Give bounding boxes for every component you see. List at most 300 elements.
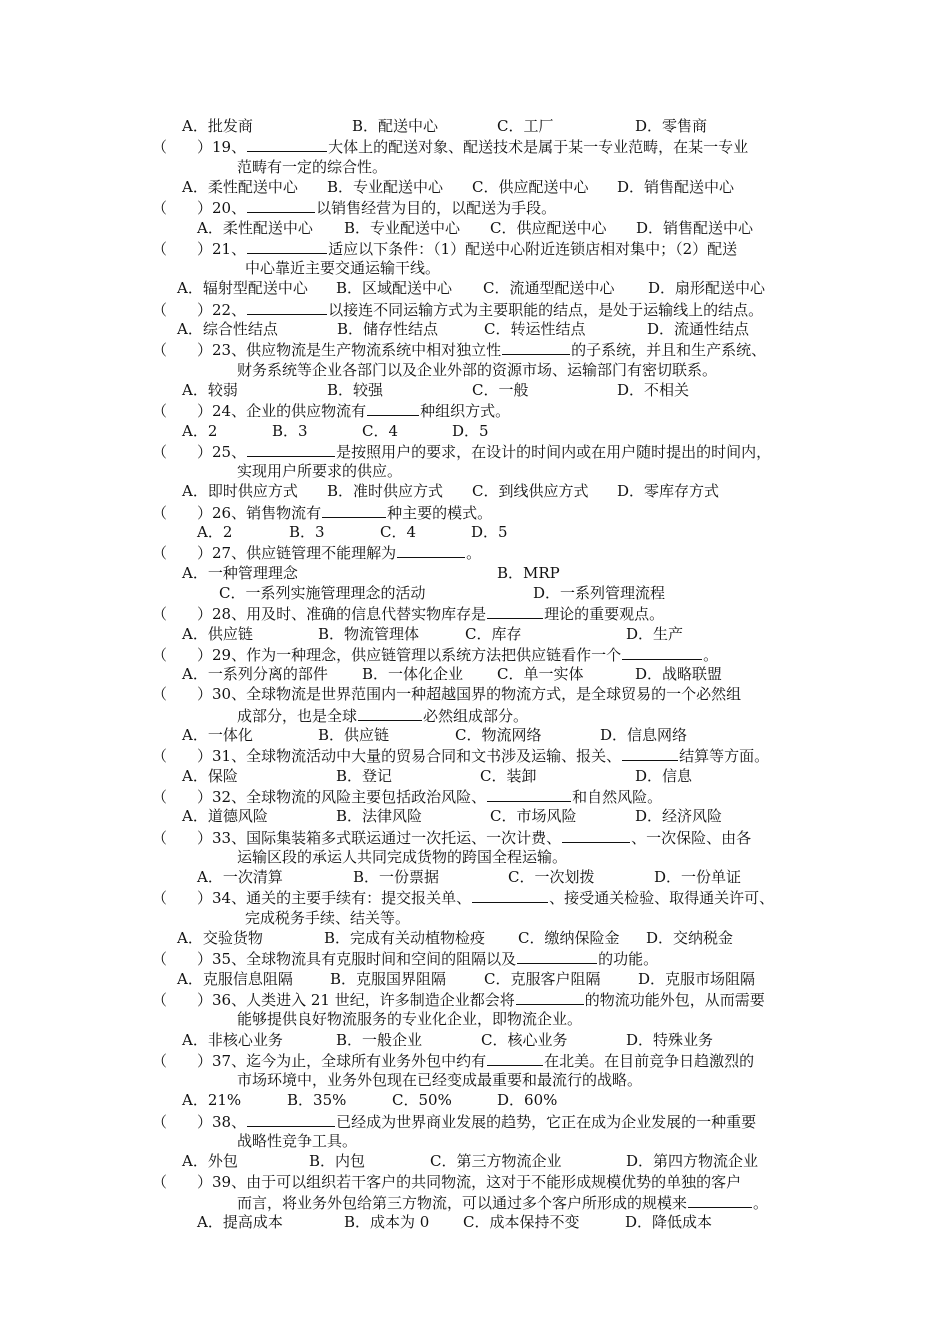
text-segment	[237, 360, 717, 381]
text-line	[0, 278, 950, 299]
text-segment	[237, 1192, 768, 1214]
answer-blank	[487, 1050, 543, 1066]
segment-text: A．综合性结点	[177, 320, 278, 338]
text-line	[0, 583, 950, 604]
text-segment	[636, 218, 753, 239]
segment-text: （ ）21、	[152, 239, 247, 258]
text-line	[0, 603, 950, 624]
text-line	[0, 522, 950, 543]
segment-text-after-blank: 的物流功能外包，从而需要	[584, 990, 765, 1009]
text-segment	[197, 522, 232, 543]
segment-text-after-blank: 、接受通关检验、取得通关许可、	[549, 889, 775, 908]
text-segment	[182, 806, 268, 827]
segment-text: C．一般	[472, 380, 529, 399]
segment-text: C．工厂	[497, 117, 554, 135]
segment-text: C．4	[380, 523, 417, 541]
answer-blank	[322, 502, 386, 518]
text-line	[0, 339, 950, 360]
segment-text: B．克服国界阻隔	[330, 969, 447, 988]
text-segment	[152, 603, 664, 625]
segment-text: B．区域配送中心	[336, 279, 453, 298]
text-line	[0, 644, 950, 665]
text-segment	[177, 969, 293, 990]
answer-blank	[247, 441, 335, 457]
segment-text: 战略性竞争工具。	[237, 1132, 358, 1150]
text-line	[0, 664, 950, 685]
text-segment	[152, 1111, 756, 1133]
segment-text: 运输区段的承运人共同完成货物的跨国全程运输。	[237, 847, 568, 866]
text-segment	[152, 197, 556, 219]
text-segment	[318, 624, 419, 645]
text-segment	[336, 806, 422, 827]
text-segment	[152, 786, 662, 808]
text-segment	[152, 238, 737, 260]
text-segment	[318, 725, 389, 746]
text-segment	[152, 684, 741, 705]
text-segment	[497, 664, 583, 685]
text-segment	[197, 218, 313, 239]
text-segment	[480, 766, 536, 787]
segment-text: B．一体化企业	[362, 665, 464, 684]
text-line	[0, 502, 950, 523]
text-segment	[152, 1172, 741, 1193]
segment-text: D．流通性结点	[647, 320, 750, 338]
segment-text-after-blank: 已经成为世界商业发展的趋势，它正在成为企业发展的一种重要	[336, 1112, 757, 1131]
segment-text: B．登记	[336, 766, 393, 785]
segment-text: （ ）19、	[152, 138, 247, 157]
text-line	[0, 908, 950, 929]
segment-text: 而言，将业务外包给第三方物流，可以通过多个客户所形成的规模来	[237, 1193, 688, 1212]
answer-blank	[487, 786, 571, 802]
text-line	[0, 461, 950, 482]
segment-text: 完成税务手续、结关等。	[245, 908, 411, 927]
text-segment	[197, 867, 283, 888]
text-segment	[152, 299, 763, 321]
text-segment	[635, 806, 722, 827]
text-segment	[237, 1009, 582, 1030]
segment-text-after-blank: 理论的重要观点。	[544, 605, 665, 624]
segment-text-after-blank: 种组织方式。	[420, 402, 511, 421]
text-line	[0, 563, 950, 584]
segment-text: C．供应配送中心	[472, 177, 589, 196]
text-segment	[309, 1151, 365, 1172]
text-line	[0, 400, 950, 421]
text-line	[0, 989, 950, 1010]
segment-text: D．扇形配送中心	[648, 279, 766, 298]
segment-text: B．准时供应方式	[327, 482, 444, 501]
segment-text: C．一系列实施管理理念的活动	[219, 583, 426, 602]
text-segment	[483, 278, 614, 299]
text-segment	[465, 624, 521, 645]
segment-text: （ ）31、全球物流活动中大量的贸易合同和文书涉及运输、报关、	[152, 747, 622, 766]
text-segment	[635, 766, 692, 787]
answer-blank	[517, 948, 597, 964]
text-line	[0, 705, 950, 726]
segment-text: D．一系列管理流程	[533, 583, 666, 602]
segment-text: 实现用户所要求的供应。	[237, 462, 403, 481]
text-segment	[182, 624, 253, 645]
answer-blank	[247, 197, 315, 213]
text-line	[0, 1070, 950, 1091]
text-line	[0, 197, 950, 218]
segment-text: A．一次清算	[197, 868, 283, 887]
text-segment	[182, 1090, 241, 1111]
text-segment	[344, 218, 460, 239]
segment-text: （ ）38、	[152, 1112, 247, 1131]
text-segment	[600, 725, 687, 746]
text-segment	[182, 421, 217, 442]
text-segment	[625, 1212, 712, 1233]
text-segment	[533, 583, 665, 604]
text-line	[0, 1030, 950, 1051]
text-line	[0, 481, 950, 502]
segment-text: D．5	[471, 523, 508, 541]
segment-text: C．核心业务	[481, 1030, 568, 1049]
segment-text: （ ）29、作为一种理念，供应链管理以系统方法把供应链看作一个	[152, 645, 622, 664]
text-segment	[182, 481, 298, 502]
answer-blank	[502, 339, 570, 355]
text-line	[0, 624, 950, 645]
text-segment	[237, 461, 402, 482]
segment-text: C．克服客户阻隔	[484, 969, 601, 988]
answer-blank	[358, 705, 422, 721]
segment-text: B．较强	[327, 380, 384, 399]
segment-text: C．市场风险	[490, 807, 577, 826]
segment-text: A．道德风险	[182, 807, 268, 826]
segment-text: C．装卸	[480, 766, 537, 785]
segment-text: A．即时供应方式	[182, 482, 298, 501]
segment-text: D．一份单证	[654, 868, 742, 887]
segment-text: D．战略联盟	[635, 665, 723, 684]
segment-text-after-blank: 大体上的配送对象、配送技术是属于某一专业范畴，在某一专业	[328, 138, 749, 157]
text-segment	[484, 969, 600, 990]
segment-text-after-blank: 。	[703, 645, 719, 664]
segment-text: B．3	[272, 421, 308, 440]
segment-text: A．柔性配送中心	[197, 218, 313, 237]
text-segment	[626, 1030, 713, 1051]
text-segment	[289, 522, 325, 543]
segment-text: 范畴有一定的综合性。	[237, 157, 388, 176]
segment-text: D．60%	[497, 1091, 558, 1110]
segment-text: A．供应链	[182, 624, 253, 643]
text-segment	[362, 664, 463, 685]
segment-text: 中心靠近主要交通运输干线。	[245, 259, 441, 278]
segment-text-after-blank: 的子系统，并且和生产系统、	[571, 341, 767, 360]
text-segment	[330, 969, 446, 990]
answer-blank	[367, 400, 419, 416]
text-segment	[635, 116, 707, 137]
segment-text: （ ）27、供应链管理不能理解为	[152, 544, 397, 563]
segment-text: D．零库存方式	[617, 482, 720, 501]
text-segment	[152, 339, 766, 361]
text-line	[0, 847, 950, 868]
segment-text: （ ）22、	[152, 300, 247, 319]
text-line	[0, 360, 950, 381]
text-line	[0, 745, 950, 766]
text-line	[0, 1151, 950, 1172]
answer-blank	[562, 827, 630, 843]
text-segment	[380, 522, 416, 543]
text-line	[0, 867, 950, 888]
text-segment	[327, 380, 383, 401]
text-line	[0, 319, 950, 340]
text-segment	[626, 1151, 758, 1172]
segment-text: A．非核心业务	[182, 1030, 283, 1049]
text-line	[0, 157, 950, 178]
text-segment	[327, 177, 443, 198]
text-segment	[182, 725, 253, 746]
text-segment	[237, 1070, 642, 1091]
answer-blank	[247, 238, 327, 254]
segment-text: （ ）39、由于可以组织若干客户的共同物流，这对于不能形成规模优势的单独的客户	[152, 1172, 742, 1191]
text-line	[0, 299, 950, 320]
segment-text: B．配送中心	[352, 117, 439, 135]
text-segment	[237, 847, 567, 868]
text-segment	[472, 380, 528, 401]
segment-text: D．交纳税金	[646, 929, 734, 947]
text-segment	[481, 1030, 567, 1051]
text-segment	[635, 664, 722, 685]
text-segment	[490, 806, 576, 827]
segment-text: A．较弱	[182, 380, 238, 399]
answer-blank	[472, 887, 548, 903]
text-line	[0, 806, 950, 827]
text-segment	[392, 1090, 452, 1111]
segment-text: C．转运性结点	[484, 320, 586, 338]
text-line	[0, 1131, 950, 1152]
text-segment	[182, 116, 253, 137]
answer-blank	[622, 745, 678, 761]
text-segment	[353, 867, 439, 888]
segment-text: C．缴纳保险金	[518, 929, 620, 947]
segment-text: （ ）35、全球物流具有克服时间和空间的阻隔以及	[152, 950, 517, 969]
segment-text: B．储存性结点	[337, 320, 439, 338]
text-segment	[152, 989, 765, 1011]
text-segment	[654, 867, 741, 888]
text-line	[0, 1090, 950, 1111]
segment-text: D．降低成本	[625, 1213, 713, 1232]
text-segment	[337, 319, 438, 340]
segment-text: （ ）26、销售物流有	[152, 503, 322, 522]
segment-text: C．库存	[465, 624, 522, 643]
text-line	[0, 969, 950, 990]
segment-text: C．物流网络	[455, 726, 542, 744]
text-segment	[327, 481, 443, 502]
text-segment	[177, 928, 263, 949]
text-segment	[182, 177, 298, 198]
text-line	[0, 1009, 950, 1030]
segment-text: D．经济风险	[635, 807, 723, 826]
text-segment	[626, 624, 683, 645]
segment-text: B．MRP	[497, 563, 560, 582]
segment-text: C．单一实体	[497, 665, 584, 684]
segment-text: D．特殊业务	[626, 1030, 714, 1049]
segment-text: C．一次划拨	[508, 868, 595, 887]
text-segment	[197, 1212, 283, 1233]
text-line	[0, 725, 950, 746]
segment-text: （ ）24、企业的供应物流有	[152, 402, 367, 421]
text-segment	[647, 319, 749, 340]
text-segment	[245, 908, 410, 929]
answer-blank	[688, 1192, 752, 1208]
text-line	[0, 766, 950, 787]
text-line	[0, 928, 950, 949]
text-line	[0, 887, 950, 908]
segment-text: D．第四方物流企业	[626, 1152, 759, 1171]
segment-text: （ ）32、全球物流的风险主要包括政治风险、	[152, 787, 487, 806]
text-segment	[617, 380, 689, 401]
segment-text: D．销售配送中心	[617, 177, 735, 196]
segment-text-after-blank: 适应以下条件：（1）配送中心附近连锁店相对集中；（2）配送	[328, 239, 738, 258]
text-segment	[219, 583, 425, 604]
segment-text: B．专业配送中心	[327, 177, 444, 196]
text-segment	[152, 136, 748, 158]
segment-text: C．第三方物流企业	[430, 1152, 562, 1171]
segment-text: D．5	[452, 421, 489, 440]
text-segment	[484, 319, 585, 340]
segment-text: D．信息网络	[600, 726, 688, 744]
text-segment	[430, 1151, 561, 1172]
segment-text: A．保险	[182, 766, 238, 785]
answer-blank	[622, 644, 702, 660]
text-segment	[324, 928, 485, 949]
segment-text: B．一般企业	[336, 1030, 423, 1049]
text-segment	[152, 827, 751, 849]
segment-text: A．提高成本	[197, 1213, 283, 1232]
segment-text: （ ）36、人类进入 21 世纪，许多制造企业都会将	[152, 990, 515, 1009]
text-line	[0, 684, 950, 705]
segment-text: C．流通型配送中心	[483, 279, 615, 298]
segment-text: B．35%	[287, 1091, 347, 1110]
text-segment	[617, 481, 719, 502]
segment-text-after-blank: 以接连不同运输方式为主要职能的结点，是处于运输线上的结点。	[328, 300, 764, 319]
text-line	[0, 218, 950, 239]
segment-text: 成部分，也是全球	[237, 706, 358, 725]
segment-text-after-blank: 结算等方面。	[679, 747, 770, 766]
segment-text: （ ）34、通关的主要手续有：提交报关单、	[152, 889, 472, 908]
text-segment	[452, 421, 489, 442]
text-line	[0, 542, 950, 563]
segment-text: D．克服市场阻隔	[638, 969, 756, 988]
segment-text: （ ）23、供应物流是生产物流系统中相对独立性	[152, 341, 502, 360]
segment-text: （ ）30、全球物流是世界范围内一种超越国界的物流方式，是全球贸易的一个必然组	[152, 685, 742, 704]
text-segment	[272, 421, 308, 442]
segment-text: D．信息	[635, 766, 693, 785]
text-segment	[237, 705, 528, 727]
segment-text: （ ）25、	[152, 442, 247, 461]
segment-text: A．21%	[182, 1091, 242, 1110]
segment-text-after-blank: 和自然风险。	[572, 787, 663, 806]
text-segment	[152, 400, 510, 422]
segment-text: D．不相关	[617, 380, 690, 399]
text-segment	[455, 725, 541, 746]
text-line	[0, 136, 950, 157]
text-segment	[182, 1151, 238, 1172]
text-segment	[182, 1030, 283, 1051]
text-line	[0, 421, 950, 442]
segment-text: A．交验货物	[177, 929, 263, 947]
text-line	[0, 238, 950, 259]
text-segment	[182, 563, 298, 584]
text-line	[0, 1111, 950, 1132]
segment-text: （ ）20、	[152, 199, 247, 218]
segment-text: B．一份票据	[353, 868, 440, 887]
text-line	[0, 177, 950, 198]
answer-blank	[247, 299, 327, 315]
text-segment	[497, 116, 553, 137]
text-segment	[336, 1030, 422, 1051]
segment-text: B．物流管理体	[318, 624, 420, 643]
text-line	[0, 948, 950, 969]
segment-text-after-blank: 的功能。	[598, 950, 659, 969]
answer-blank	[247, 1111, 335, 1127]
segment-text-after-blank: 种主要的模式。	[387, 503, 493, 522]
text-segment	[237, 157, 387, 178]
text-segment	[463, 1212, 579, 1233]
segment-text: B．内包	[309, 1152, 366, 1171]
text-segment	[152, 502, 492, 524]
segment-text: A．一系列分离的部件	[182, 665, 328, 684]
answer-blank	[397, 542, 465, 558]
text-segment	[152, 887, 774, 909]
text-line	[0, 441, 950, 462]
segment-text-after-blank: 。	[466, 544, 482, 563]
segment-text: D．销售配送中心	[636, 218, 754, 237]
text-segment	[352, 116, 438, 137]
segment-text: A．2	[197, 523, 233, 541]
text-segment	[245, 258, 440, 279]
text-segment	[336, 278, 452, 299]
text-line	[0, 116, 950, 137]
text-segment	[287, 1090, 346, 1111]
text-segment	[472, 481, 588, 502]
segment-text: A．一体化	[182, 726, 253, 744]
segment-text: B．法律风险	[336, 807, 423, 826]
answer-blank	[247, 136, 327, 152]
segment-text: A．一种管理理念	[182, 563, 298, 582]
segment-text: B．3	[289, 523, 325, 541]
text-segment	[152, 542, 481, 564]
segment-text: B．完成有关动植物检疫	[324, 929, 486, 947]
text-segment	[646, 928, 733, 949]
text-segment	[648, 278, 765, 299]
segment-text: D．零售商	[635, 117, 708, 135]
text-segment	[471, 522, 508, 543]
segment-text: 财务系统等企业各部门以及企业外部的资源市场、运输部门有密切联系。	[237, 360, 718, 379]
segment-text: C．4	[362, 421, 399, 440]
segment-text: B．成本为 0	[344, 1213, 430, 1232]
text-segment	[617, 177, 734, 198]
text-line	[0, 1192, 950, 1213]
segment-text: （ ）37、迄今为止，全球所有业务外包中约有	[152, 1051, 487, 1070]
segment-text-after-blank: 在北美。在目前竞争日趋激烈的	[544, 1051, 755, 1070]
segment-text: 市场环境中，业务外包现在已经变成最重要和最流行的战略。	[237, 1071, 643, 1090]
segment-text-after-blank: 以销售经营为目的，以配送为手段。	[316, 199, 557, 218]
segment-text: A．辐射型配送中心	[177, 279, 308, 298]
segment-text-after-blank: 。	[753, 1193, 769, 1212]
text-segment	[182, 380, 238, 401]
text-line	[0, 1050, 950, 1071]
text-segment	[497, 563, 560, 584]
segment-text: C．到线供应方式	[472, 482, 589, 501]
answer-blank	[487, 603, 543, 619]
segment-text-after-blank: 是按照用户的要求，在设计的时间内或在用户随时提出的时间内，	[336, 442, 772, 461]
answer-blank	[516, 989, 584, 1005]
segment-text: C．供应配送中心	[490, 218, 607, 237]
segment-text: B．供应链	[318, 726, 390, 744]
text-segment	[237, 1131, 357, 1152]
segment-text: B．专业配送中心	[344, 218, 461, 237]
